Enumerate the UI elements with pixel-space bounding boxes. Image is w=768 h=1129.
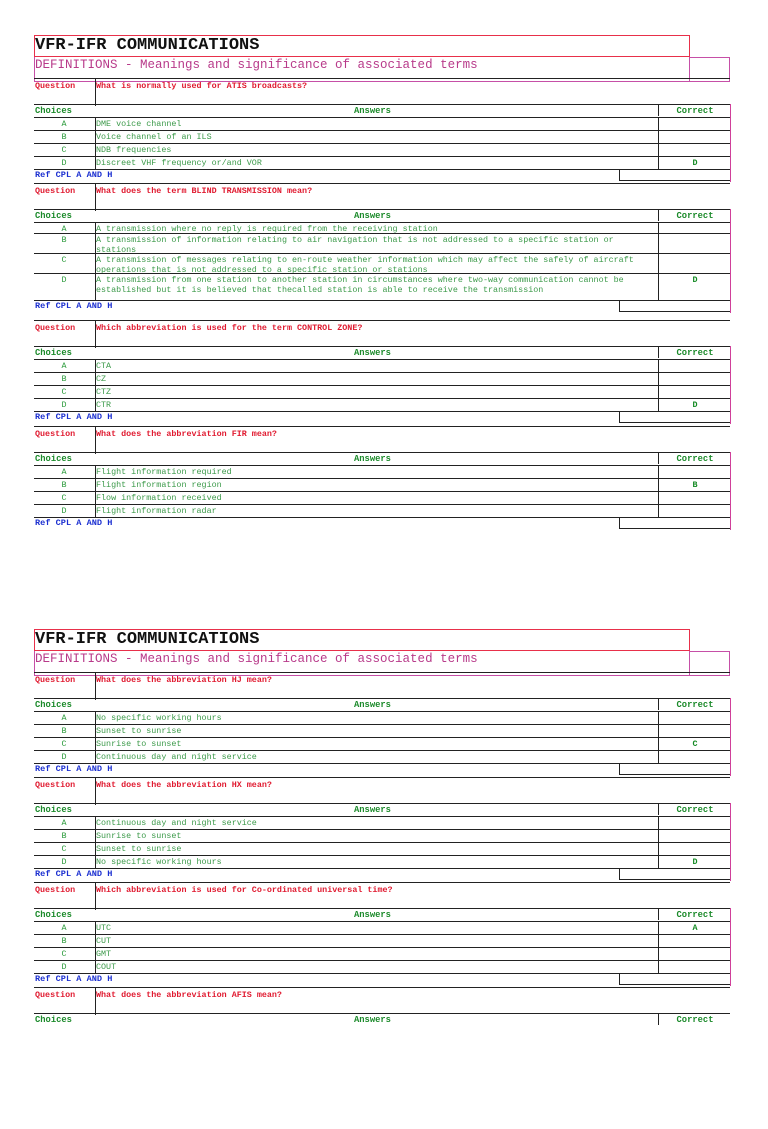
question-text: Which abbreviation is used for Co-ordinated universal time? [96, 885, 393, 895]
choice-answer: A transmission of information relating to air navigation that is not addressed to a specific station or stations [96, 235, 614, 255]
reference-box [619, 300, 730, 312]
correct-header: Correct [676, 1015, 714, 1025]
column-divider [95, 842, 96, 855]
column-divider [95, 724, 96, 737]
table-rule [34, 385, 730, 386]
reference-box [619, 411, 730, 423]
choice-letter: D [61, 962, 67, 972]
choice-answer: CTZ [96, 387, 112, 397]
margin-marker [730, 104, 731, 182]
column-divider [95, 426, 96, 454]
column-divider [658, 711, 659, 724]
choice-answer: COUT [96, 962, 117, 972]
column-divider [658, 273, 659, 300]
column-divider [658, 829, 659, 842]
choice-answer: A transmission from one station to another station in circumstances where two-way communication cannot be established but it is believed that thecalled station is able to receive the transmission [96, 275, 624, 295]
choice-letter: D [61, 158, 67, 168]
column-divider [95, 222, 96, 233]
choices-header: Choices [35, 348, 72, 358]
choice-letter: B [61, 831, 67, 841]
column-divider [95, 816, 96, 829]
choice-letter: A [61, 818, 67, 828]
column-divider [658, 104, 659, 116]
table-rule [34, 882, 730, 883]
column-divider [95, 947, 96, 960]
choices-header: Choices [35, 454, 72, 464]
table-rule [34, 253, 730, 254]
column-divider [658, 908, 659, 920]
choice-answer: Sunset to sunrise [96, 844, 182, 854]
table-rule [34, 465, 730, 466]
column-divider [95, 233, 96, 253]
column-divider [95, 478, 96, 491]
choice-answer: Voice channel of an ILS [96, 132, 212, 142]
choice-letter: A [61, 923, 67, 933]
column-divider [95, 504, 96, 517]
choice-letter: A [61, 119, 67, 129]
margin-marker [730, 209, 731, 313]
choice-letter: D [61, 752, 67, 762]
table-rule [34, 346, 730, 347]
question-text: What does the abbreviation HJ mean? [96, 675, 272, 685]
table-rule [34, 855, 730, 856]
page2-sheet [34, 629, 730, 1129]
column-divider [658, 465, 659, 478]
choices-header: Choices [35, 106, 72, 116]
table-rule [34, 130, 730, 131]
column-divider [658, 253, 659, 273]
table-rule [34, 777, 730, 778]
choice-answer: CTR [96, 400, 112, 410]
reference: Ref CPL A AND H [35, 974, 113, 984]
column-divider [658, 491, 659, 504]
column-divider [95, 987, 96, 1015]
margin-marker [730, 346, 731, 424]
column-divider [658, 452, 659, 464]
choice-answer: Sunrise to sunset [96, 831, 182, 841]
question-label: Question [35, 323, 76, 333]
column-divider [658, 372, 659, 385]
column-divider [658, 698, 659, 710]
column-divider [95, 882, 96, 910]
column-divider [658, 934, 659, 947]
column-divider [95, 960, 96, 973]
choice-letter: A [61, 713, 67, 723]
choice-letter: C [61, 493, 67, 503]
column-divider [658, 359, 659, 372]
table-rule [34, 921, 730, 922]
column-divider [95, 465, 96, 478]
column-divider [95, 320, 96, 348]
question-label: Question [35, 186, 76, 196]
column-divider [95, 672, 96, 700]
question-label: Question [35, 675, 76, 685]
column-divider [658, 233, 659, 253]
question-label: Question [35, 81, 76, 91]
question-label: Question [35, 429, 76, 439]
column-divider [658, 504, 659, 517]
column-divider [658, 921, 659, 934]
table-rule [34, 320, 730, 321]
column-divider [658, 209, 659, 221]
table-rule [34, 398, 730, 399]
column-divider [95, 273, 96, 300]
column-divider [658, 724, 659, 737]
column-divider [95, 385, 96, 398]
choice-letter: D [61, 275, 67, 285]
choice-letter: B [61, 235, 67, 245]
reference: Ref CPL A AND H [35, 301, 113, 311]
correct-answer: A [692, 923, 698, 933]
page-title: VFR-IFR COMMUNICATIONS [35, 36, 260, 55]
answers-header: Answers [354, 106, 391, 116]
choice-letter: C [61, 844, 67, 854]
column-divider [658, 803, 659, 815]
table-rule [34, 908, 730, 909]
column-divider [658, 737, 659, 750]
column-divider [658, 130, 659, 143]
choice-answer: A transmission where no reply is required from the receiving station [96, 224, 438, 234]
answers-header: Answers [354, 910, 391, 920]
choices-header: Choices [35, 910, 72, 920]
choices-header: Choices [35, 211, 72, 221]
choice-letter: B [61, 132, 67, 142]
choices-header: Choices [35, 1015, 72, 1025]
question-text: What does the abbreviation FIR mean? [96, 429, 277, 439]
column-divider [658, 816, 659, 829]
reference: Ref CPL A AND H [35, 764, 113, 774]
question-text: What does the abbreviation HX mean? [96, 780, 272, 790]
reference: Ref CPL A AND H [35, 170, 113, 180]
reference-box [619, 973, 730, 985]
table-rule [34, 372, 730, 373]
choice-answer: A transmission of messages relating to en-route weather information which may affect the safely of aircraft operations that is not addressed to a specific station or stations [96, 255, 634, 275]
table-rule [34, 947, 730, 948]
answers-header: Answers [354, 211, 391, 221]
answers-header: Answers [354, 805, 391, 815]
choice-answer: CZ [96, 374, 107, 384]
column-divider [95, 711, 96, 724]
reference-box [619, 169, 730, 181]
answers-header: Answers [354, 454, 391, 464]
table-rule [34, 816, 730, 817]
choice-answer: NDB frequencies [96, 145, 172, 155]
correct-header: Correct [676, 910, 714, 920]
choice-letter: C [61, 949, 67, 959]
table-rule [34, 829, 730, 830]
question-text: What is normally used for ATIS broadcasts? [96, 81, 308, 91]
column-divider [658, 842, 659, 855]
column-divider [95, 78, 96, 106]
reference: Ref CPL A AND H [35, 518, 113, 528]
correct-header: Correct [676, 106, 714, 116]
answers-header: Answers [354, 700, 391, 710]
column-divider [95, 143, 96, 156]
choice-answer: Flight information radar [96, 506, 217, 516]
correct-header: Correct [676, 805, 714, 815]
choice-letter: C [61, 255, 67, 265]
column-divider [95, 491, 96, 504]
question-text: What does the term BLIND TRANSMISSION mean? [96, 186, 313, 196]
column-divider [95, 855, 96, 868]
question-text: Which abbreviation is used for the term CONTROL ZONE? [96, 323, 363, 333]
column-divider [95, 750, 96, 763]
table-rule [34, 222, 730, 223]
page1-sheet [34, 35, 730, 535]
question-text: What does the abbreviation AFIS mean? [96, 990, 282, 1000]
page-title: VFR-IFR COMMUNICATIONS [35, 630, 260, 649]
page-subtitle: DEFINITIONS - Meanings and significance of associated terms [35, 58, 478, 72]
table-rule [34, 934, 730, 935]
correct-header: Correct [676, 454, 714, 464]
margin-marker [730, 698, 731, 776]
table-rule [34, 183, 730, 184]
choice-answer: Sunrise to sunset [96, 739, 182, 749]
choice-answer: CTA [96, 361, 112, 371]
table-rule [34, 711, 730, 712]
question-label: Question [35, 885, 76, 895]
table-rule [34, 750, 730, 751]
table-rule [34, 737, 730, 738]
column-divider [95, 130, 96, 143]
column-divider [658, 346, 659, 358]
table-rule [34, 209, 730, 210]
correct-answer: D [692, 158, 698, 168]
column-divider [95, 253, 96, 273]
table-rule [34, 117, 730, 118]
choice-answer: Sunset to sunrise [96, 726, 182, 736]
correct-answer: D [692, 400, 698, 410]
column-divider [658, 478, 659, 491]
table-rule [34, 478, 730, 479]
column-divider [658, 960, 659, 973]
column-divider [95, 372, 96, 385]
choice-letter: B [61, 480, 67, 490]
table-rule [34, 273, 730, 274]
column-divider [658, 398, 659, 411]
page-subtitle: DEFINITIONS - Meanings and significance of associated terms [35, 652, 478, 666]
choice-letter: A [61, 224, 67, 234]
column-divider [658, 156, 659, 169]
answers-header: Answers [354, 1015, 391, 1025]
reference-box [619, 763, 730, 775]
correct-header: Correct [676, 348, 714, 358]
choice-answer: No specific working hours [96, 857, 222, 867]
column-divider [658, 143, 659, 156]
choice-letter: D [61, 506, 67, 516]
choice-answer: No specific working hours [96, 713, 222, 723]
choice-letter: D [61, 857, 67, 867]
question-label: Question [35, 990, 76, 1000]
margin-marker [730, 908, 731, 986]
column-divider [95, 829, 96, 842]
choice-answer: Continuous day and night service [96, 818, 257, 828]
table-rule [34, 452, 730, 453]
column-divider [95, 156, 96, 169]
reference-box [619, 517, 730, 529]
reference: Ref CPL A AND H [35, 869, 113, 879]
column-divider [658, 947, 659, 960]
table-rule [34, 1013, 730, 1014]
table-rule [34, 842, 730, 843]
table-rule [34, 504, 730, 505]
table-rule [34, 724, 730, 725]
table-rule [34, 672, 730, 673]
choice-answer: DME voice channel [96, 119, 182, 129]
choice-answer: GMT [96, 949, 112, 959]
column-divider [658, 1013, 659, 1025]
choice-answer: Flow information received [96, 493, 222, 503]
column-divider [95, 398, 96, 411]
choice-answer: Discreet VHF frequency or/and VOR [96, 158, 262, 168]
choice-answer: CUT [96, 936, 112, 946]
table-rule [34, 960, 730, 961]
table-rule [34, 698, 730, 699]
choice-letter: B [61, 374, 67, 384]
column-divider [658, 855, 659, 868]
correct-header: Correct [676, 700, 714, 710]
reference: Ref CPL A AND H [35, 412, 113, 422]
answers-header: Answers [354, 348, 391, 358]
choice-letter: C [61, 739, 67, 749]
choice-letter: B [61, 726, 67, 736]
column-divider [95, 737, 96, 750]
choice-answer: Flight information region [96, 480, 222, 490]
choice-answer: Flight information required [96, 467, 232, 477]
column-divider [95, 183, 96, 211]
choices-header: Choices [35, 700, 72, 710]
column-divider [658, 117, 659, 130]
correct-answer: B [692, 480, 698, 490]
column-divider [95, 934, 96, 947]
choice-answer: UTC [96, 923, 112, 933]
choice-letter: C [61, 145, 67, 155]
choice-letter: C [61, 387, 67, 397]
column-divider [658, 385, 659, 398]
margin-marker [730, 452, 731, 530]
choice-answer: Continuous day and night service [96, 752, 257, 762]
table-rule [34, 987, 730, 988]
column-divider [95, 777, 96, 805]
choices-header: Choices [35, 805, 72, 815]
question-label: Question [35, 780, 76, 790]
column-divider [95, 359, 96, 372]
reference-box [619, 868, 730, 880]
table-rule [34, 233, 730, 234]
table-rule [34, 156, 730, 157]
correct-answer: D [692, 275, 698, 285]
table-rule [34, 359, 730, 360]
table-rule [34, 491, 730, 492]
table-rule [34, 143, 730, 144]
column-divider [95, 117, 96, 130]
table-rule [34, 104, 730, 105]
correct-answer: C [692, 739, 698, 749]
table-rule [34, 78, 730, 79]
table-rule [34, 803, 730, 804]
margin-marker [730, 803, 731, 881]
choice-letter: A [61, 361, 67, 371]
choice-letter: D [61, 400, 67, 410]
choice-letter: A [61, 467, 67, 477]
correct-answer: D [692, 857, 698, 867]
table-rule [34, 426, 730, 427]
correct-header: Correct [676, 211, 714, 221]
choice-letter: B [61, 936, 67, 946]
column-divider [95, 921, 96, 934]
column-divider [658, 222, 659, 233]
column-divider [658, 750, 659, 763]
